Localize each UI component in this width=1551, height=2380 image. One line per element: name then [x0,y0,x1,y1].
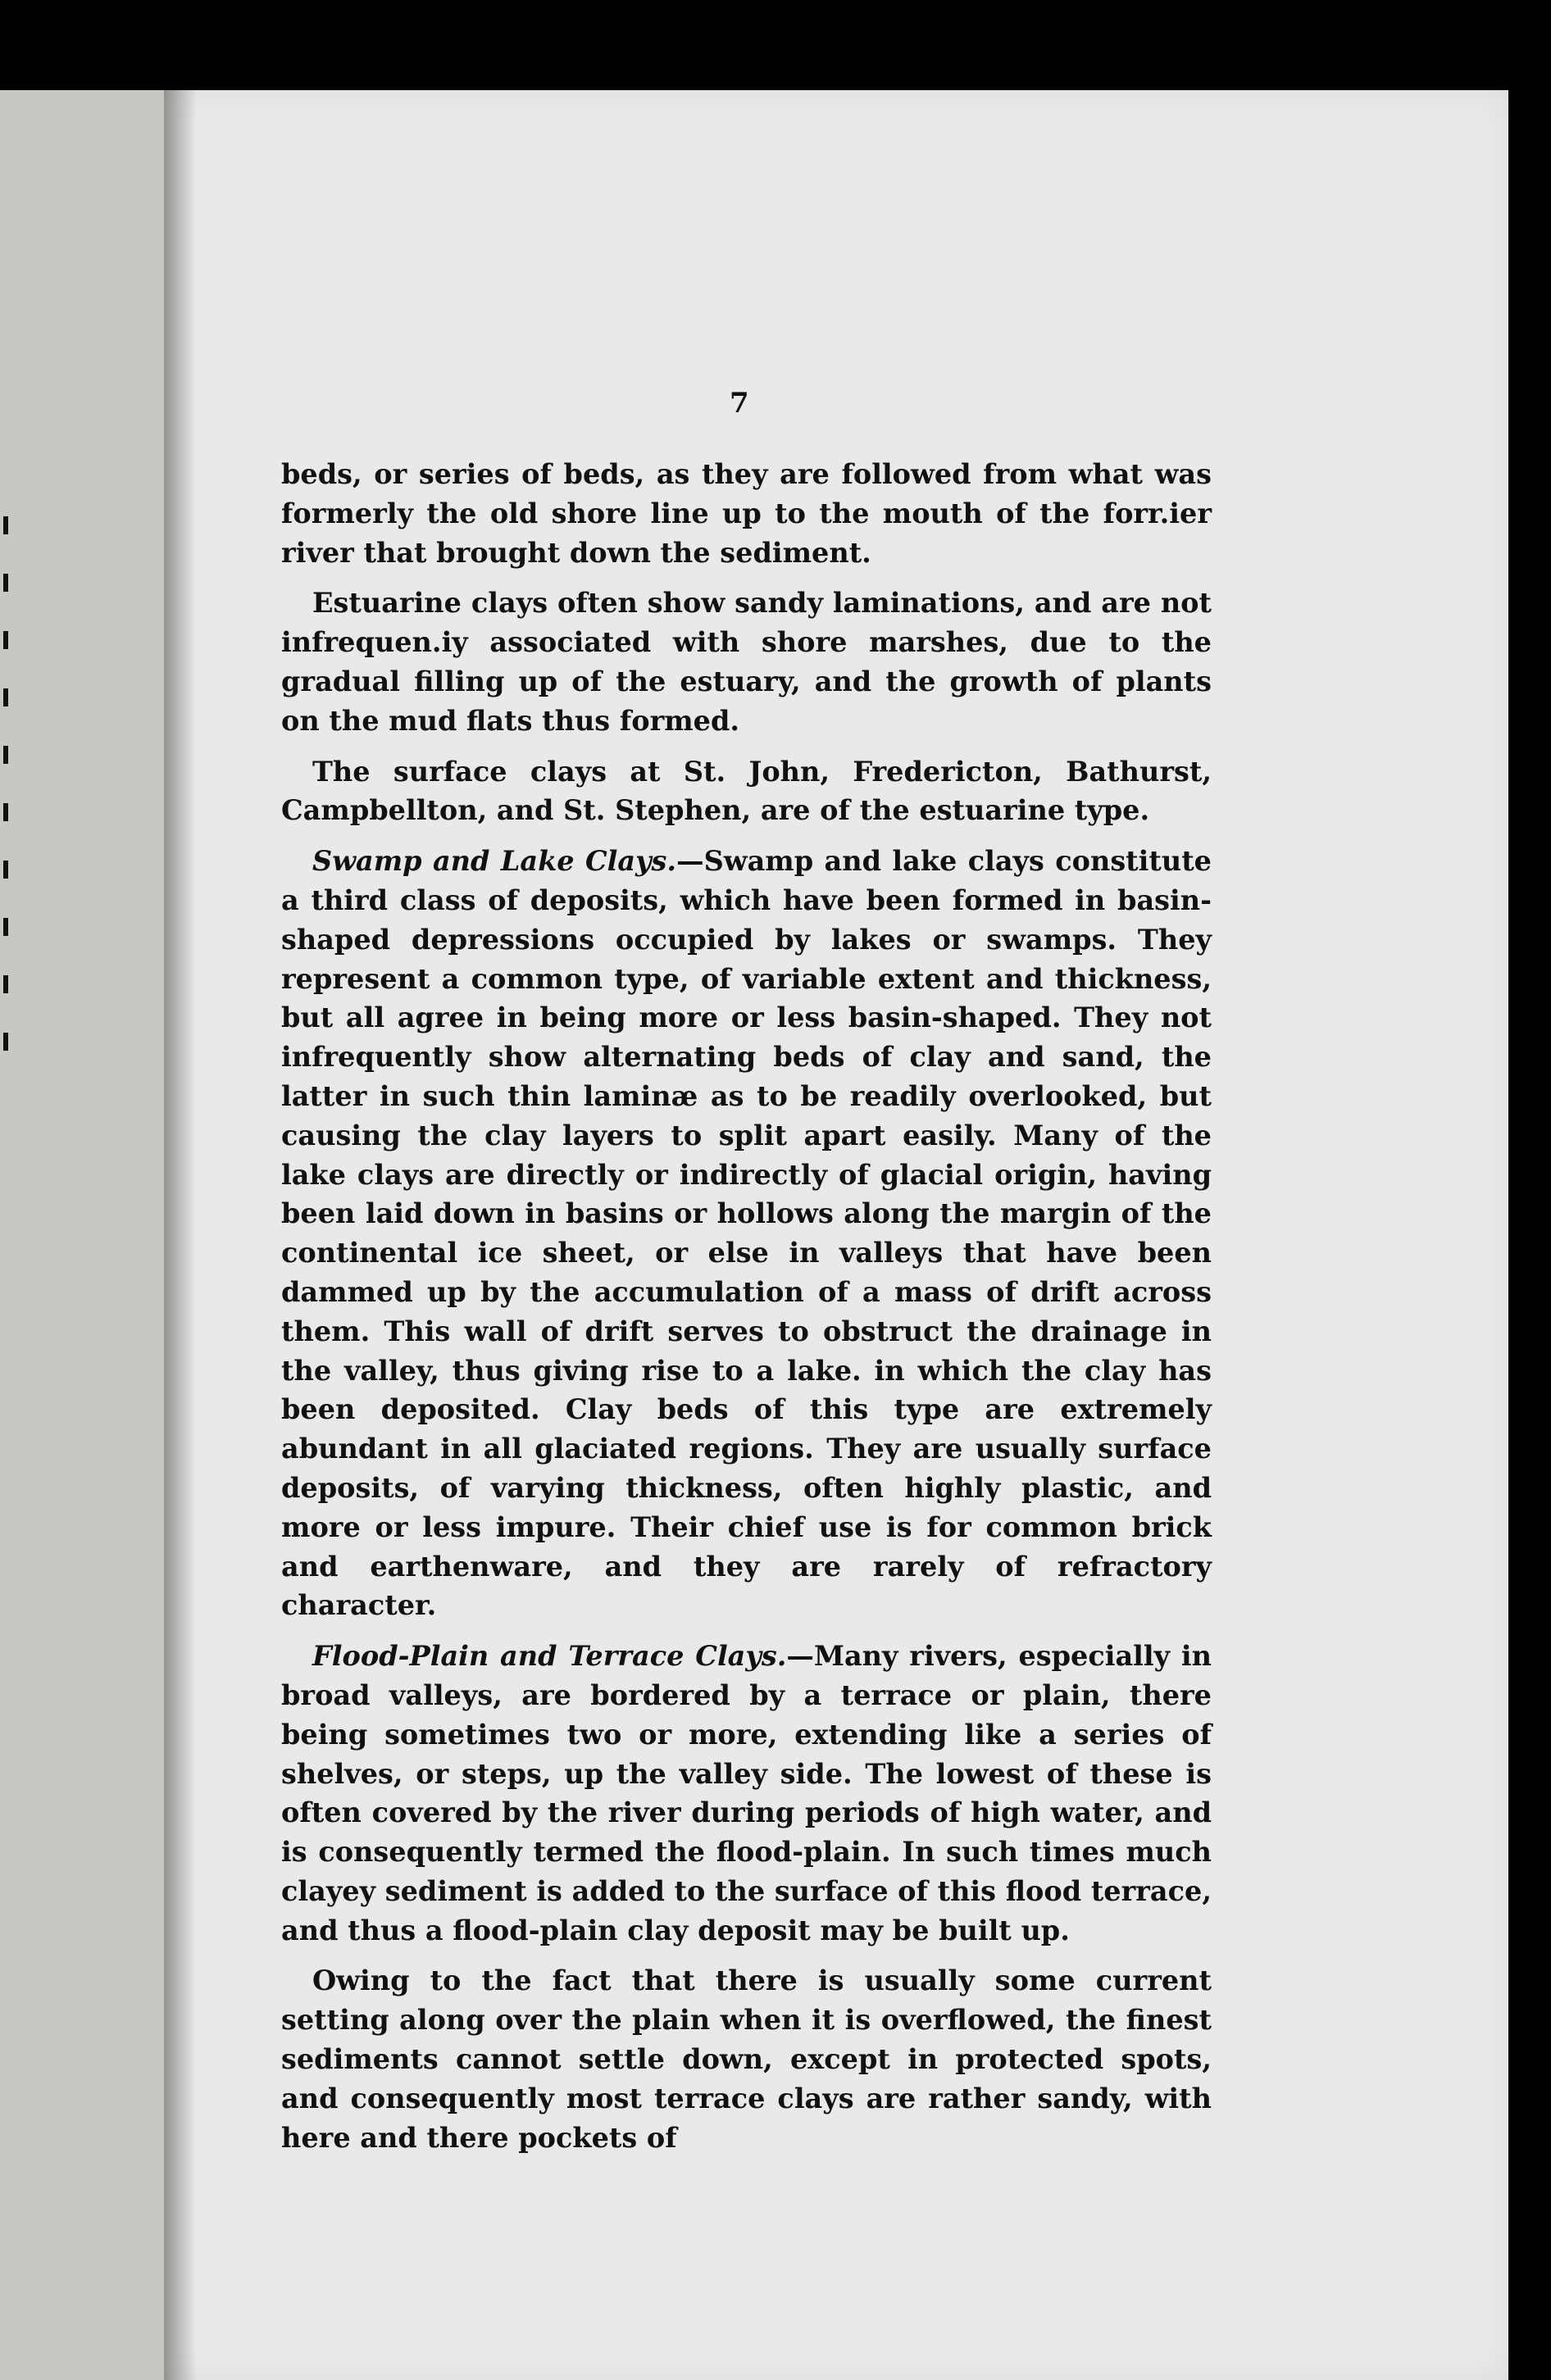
paragraph-4-text: —Swamp and lake clays constitute a third class of deposits, which have been formed in basin-shaped depressions occupied by lakes or swamps. They represent a common type, of variable extent and thickness, but all agree in being more or less basin-shaped. They not infrequently show alternating beds of clay and sand, the latter in such thin laminæ as to be readily overlooked, but causing the clay layers to split apart easily. Many of the lake clays are directly or indirectly of glacial origin, having been laid down in basins or hollows along the margin of the continental ice sheet, or else in valleys that have been dammed up by the accumulation of a mass of drift across them. This wall of drift serves to obstruct the drainage in the valley, thus giving rise to a lake. in which the clay has been deposited. Clay beds of this type are extremely abundant in all glaciated regions. They are usually surface deposits, of varying thickness, often highly plastic, and more or less impure. Their chief use is for common brick and earthenware, and they are rarely of refractory character. [281,845,1212,1622]
body-text [281,455,1212,2169]
paragraph-2-text: Estuarine clays often show sandy laminations, and are not infrequen.iy associated with shore marshes, due to the gradual filling up of the estuary, and the growth of plants on the mud flats thus formed. [281,587,1212,737]
paragraph-3 [281,752,1212,831]
paragraph-1-text: beds, or series of beds, as they are followed from what was formerly the old shore line up to the mouth of the forr.ier river that brought down the sediment. [281,458,1212,569]
paragraph-swamp-lake-clays [281,842,1212,1625]
paragraph-3-text: The surface clays at St. John, Fredericton, Bathurst, Campbellton, and St. Stephen, are of the estuarine type. [281,755,1212,827]
paragraph-1 [281,455,1212,572]
section-heading-swamp-lake-clays: Swamp and Lake Clays. [312,845,677,878]
book-spine [0,90,164,2380]
paragraph-6-text: Owing to the fact that there is usually some current setting along over the plain when it is overflowed, the finest sediments cannot settle down, except in protected spots, and consequently most terrace clays are rather sandy, with here and there pockets of [281,1964,1212,2154]
paragraph-5-text: —Many rivers, especially in broad valleys, are bordered by a terrace or plain, there being sometimes two or more, extending like a series of shelves, or steps, up the valley side. The lowest of these is often covered by the river during periods of high water, and is consequently termed the flood-plain. In such times much clayey sediment is added to the surface of this flood terrace, and thus a flood-plain clay deposit may be built up. [281,1640,1212,1946]
paragraph-6 [281,1961,1212,2157]
page-number: 7 [730,387,749,420]
paragraph-2 [281,584,1212,740]
spine-edge-marks [0,516,13,1254]
paragraph-flood-plain-terrace-clays [281,1637,1212,1950]
section-heading-flood-plain-terrace-clays: Flood-Plain and Terrace Clays. [312,1640,787,1673]
gutter-shadow [164,90,197,2380]
